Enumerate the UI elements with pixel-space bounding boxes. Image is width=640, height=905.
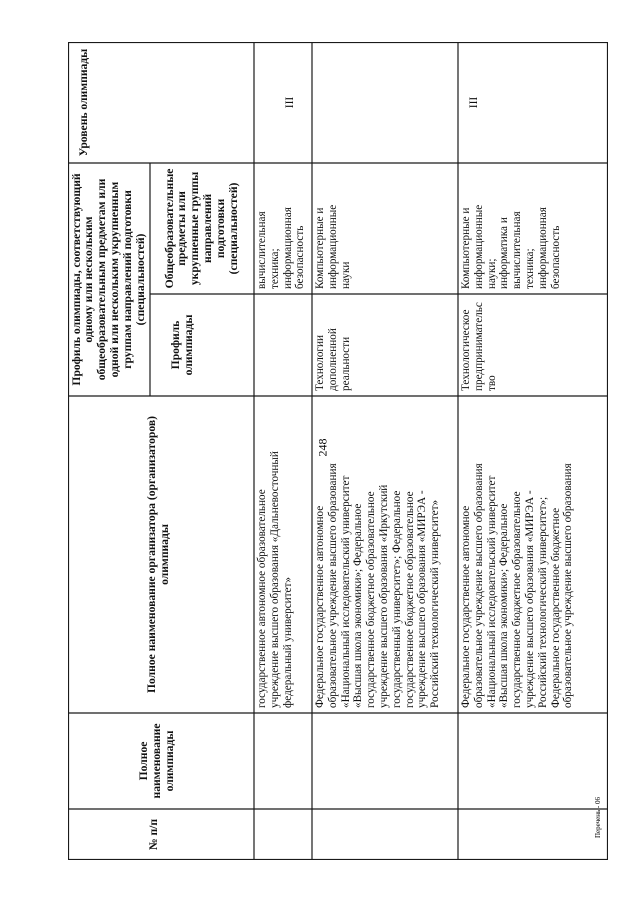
row1-profile	[254, 294, 312, 396]
header-profile: Профиль олимпиады	[169, 314, 195, 376]
header-subjects: Общеобразовательные предметы или укрупненные группы направлений подготовки (специальностей)	[162, 168, 240, 289]
header-num: № п/п	[147, 818, 160, 851]
olympiad-table	[68, 42, 608, 860]
row1-organizer: государственное автономное образовательное учреждение высшего образования «Дальневосточный федеральный университет»	[256, 451, 294, 708]
row3-profile: Технологическое предпринимательс тво	[460, 302, 498, 391]
row2-subjects: Компьютерные и информационные науки	[314, 204, 352, 289]
header-level: Уровень олимпиады	[77, 48, 90, 157]
row3-subjects: Компьютерные и информационные науки; информатика и вычислительная техника; информационная безопасность	[460, 204, 562, 289]
row2-profile: Технологии дополненной реальности	[314, 328, 352, 391]
header-profile-group: Профиль олимпиады, соответствующий одному или нескольким общеобразовательным предметам или одной или нескольким укрупненным группам направлений подготовки (специальностей)	[69, 173, 147, 386]
row1-subjects: вычислительная техника; информационная безопасность	[256, 207, 307, 289]
header-organizer: Полное наименование организатора (организаторов) олимпиады	[145, 416, 171, 693]
page-number: 248	[315, 438, 330, 457]
row2-level: III	[284, 96, 296, 109]
row3-organizer: Федеральное государственное автономное образовательное учреждение высшего образования «Национальный исследовательский университет «Высшая школа экономики»; Федеральное государственное бюджетное образовательное учреждение высшего образования «МИРЭА - Российский технологический университет»; Федеральное государственное бюджетное образовательное учреждение высшего образования	[460, 463, 575, 708]
row3-level: III	[468, 96, 480, 109]
header-olympiad-name: Полное наименование олимпиады	[137, 723, 176, 799]
row2-organizer: Федеральное государственное автономное образовательное учреждение высшего образования «Национальный исследовательский университет «Высшая школа экономики»; Федеральное государственное бюджетное образовательное учреждение высшего образования «Иркутский государственный университет»; Федеральное государственное бюджетное образовательное учреждение высшего образования «МИРЭА - Российский технологический университет»	[314, 463, 442, 708]
page-footer: Перечень - 06	[594, 797, 602, 838]
